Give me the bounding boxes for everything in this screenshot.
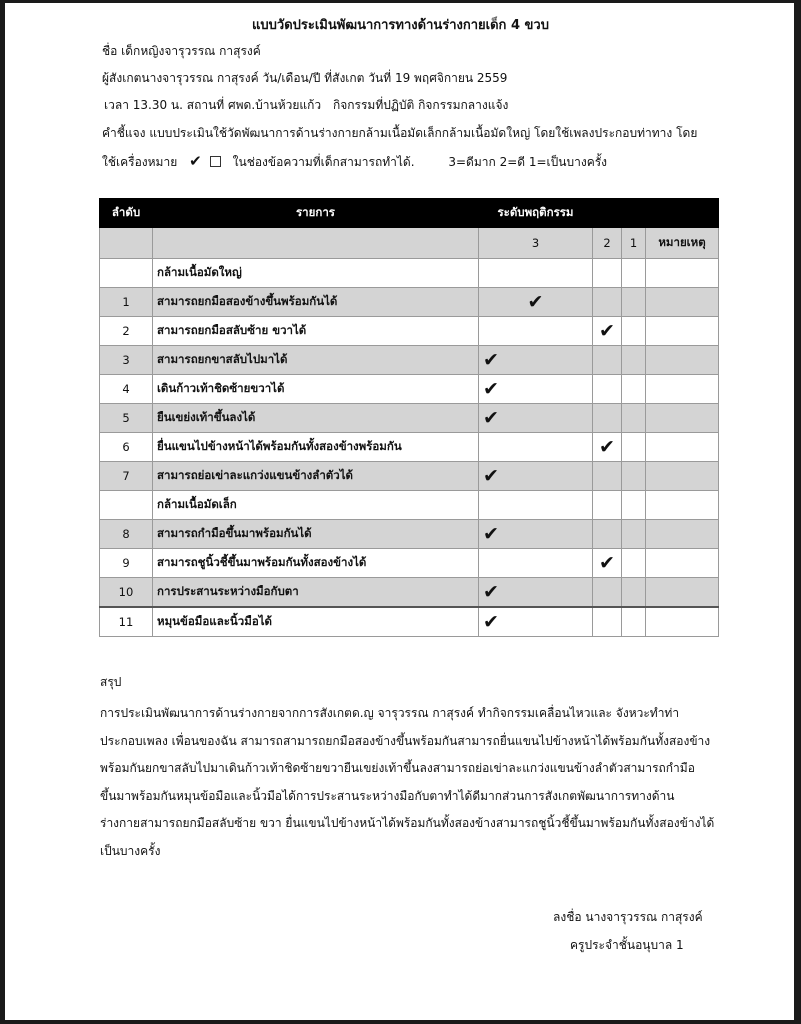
level-1-cell [622,375,646,404]
level-2-cell [593,549,622,578]
level-2-cell [593,462,622,491]
summary-line: พร้อมกันยกขาสลับไปมาเดินก้าวเท้าชิดซ้ายขวายืนเขย่งเท้าขึ้นลงสามารถย่อเข่าละแกว่งแขนข้างลำตัวสามารถกำมือ [100,761,695,775]
level-2-cell [593,346,622,375]
table-row [100,607,719,637]
level-1-cell [622,346,646,375]
check-mark-icon: ✔ [599,435,615,458]
signature-position: ครูประจำชั้นอนุบาล 1 [570,938,684,952]
summary-line: ร่างกายสามารถยกมือสลับซ้าย ขวา ยื่นแขนไปข้างหน้าได้พร้อมกันทั้งสองข้างสามารถชูนิ้วชี้ขึ้นมาพร้อมกันทั้งสองข้างได้ [100,816,715,830]
scan-border-bottom [0,1020,801,1024]
summary-heading: สรุป [100,675,122,689]
section-label: กล้ามเนื้อมัดเล็ก [153,491,479,520]
scan-border-top [0,0,801,3]
table-row [100,578,719,608]
check-mark-icon: ✔ [483,580,499,603]
remarks-cell [646,346,719,375]
check-mark-icon: ✔ [483,522,499,545]
level-2-cell [593,404,622,433]
row-item: การประสานระหว่างมือกับตา [153,578,479,608]
row-number: 2 [100,317,153,346]
summary-section [100,673,725,865]
remarks-cell [646,317,719,346]
instruction-line-1: คำชี้แจง แบบประเมินใช้วัดพัฒนาการด้านร่างกายกล้ามเนื้อมัดเล็กกล้ามเนื้อมัดใหญ่ โดยใช้เพลงประกอบท่าทาง โดย [102,126,698,140]
subheader-level-1: 1 [622,228,646,259]
level-1-cell [622,317,646,346]
level-3-cell [479,317,593,346]
instruction-prefix: ใช้เครื่องหมาย [102,155,178,169]
row-number: 7 [100,462,153,491]
header-behavior-level: ระดับพฤติกรรม [479,199,593,228]
row-item: ยื่นแขนไปข้างหน้าได้พร้อมกันทั้งสองข้างพร้อมกัน [153,433,479,462]
row-item: สามารถยกมือสองข้างขึ้นพร้อมกันได้ [153,288,479,317]
section-label: กล้ามเนื้อมัดใหญ่ [153,259,479,288]
remarks-cell [646,288,719,317]
row-item: สามารถชูนิ้วชี้ขึ้นมาพร้อมกันทั้งสองข้างได้ [153,549,479,578]
row-item: เดินก้าวเท้าชิดซ้ายขวาได้ [153,375,479,404]
document-title: แบบวัดประเมินพัฒนาการทางด้านร่างกายเด็ก 4 ขวบ [252,18,549,33]
summary-line: เป็นบางครั้ง [100,843,161,858]
subheader-remarks: หมายเหตุ [646,228,719,259]
level-3-cell [479,607,593,637]
row-number: 10 [100,578,153,608]
level-3-cell [479,549,593,578]
row-number: 4 [100,375,153,404]
observer-date: ผู้สังเกตนางจารุวรรณ กาสุรงค์ วัน/เดือน/ปี ที่สังเกต วันที่ 19 พฤศจิกายน 2559 [102,71,508,85]
row-item: ยืนเขย่งเท้าขึ้นลงได้ [153,404,479,433]
activity: กิจกรรมที่ปฏิบัติ กิจกรรมกลางแจ้ง [332,98,509,112]
check-mark-icon: ✔ [483,610,499,633]
remarks-cell [646,607,719,637]
header-items: รายการ [153,199,479,228]
row-number: 8 [100,520,153,549]
table-row [100,404,719,433]
subheader-level-3: 3 [479,228,593,259]
level-2-cell [593,578,622,608]
remarks-cell [646,433,719,462]
level-1-cell [622,404,646,433]
row-number: 1 [100,288,153,317]
level-3-cell [479,462,593,491]
scan-border-right [794,0,801,1024]
table-row [100,462,719,491]
table-row [100,520,719,549]
table-row [100,549,719,578]
level-2-cell [593,375,622,404]
signature-name: ลงชื่อ นางจารุวรรณ กาสุรงค์ [553,910,703,924]
summary-line: การประเมินพัฒนาการด้านร่างกายจากการสังเกตด.ญ จารุวรรณ กาสุรงค์ ทำกิจกรรมเคลื่อนไหวและ จังหวะทำท่า [100,706,680,720]
level-1-cell [622,549,646,578]
level-2-cell [593,317,622,346]
table-row [100,375,719,404]
row-number: 3 [100,346,153,375]
remarks-cell [646,578,719,608]
row-item: สามารถยกขาสลับไปมาได้ [153,346,479,375]
table-row [100,433,719,462]
level-2-cell [593,520,622,549]
time-place: เวลา 13.30 น. สถานที่ ศพด.บ้านห้วยแก้ว [104,98,322,112]
checkbox-icon [210,156,221,167]
check-mark-icon: ✔ [599,319,615,342]
remarks-cell [646,375,719,404]
level-3-cell [479,288,593,317]
summary-line: ขึ้นมาพร้อมกันหมุนข้อมือและนิ้วมือได้การประสานระหว่างมือกับตาทำได้ดีมากส่วนการสังเกตพัฒนาการทางด้าน [100,788,675,803]
child-name: ชื่อ เด็กหญิงจารุวรรณ กาสุรงค์ [102,44,261,58]
level-1-cell [622,433,646,462]
table-row [100,346,719,375]
row-item: สามารถยกมือสลับซ้าย ขวาได้ [153,317,479,346]
check-mark-icon: ✔ [483,377,499,400]
row-item: สามารถย่อเข่าละแกว่งแขนข้างลำตัวได้ [153,462,479,491]
section-row-gross-motor [100,259,719,288]
table-header-row [100,199,719,228]
assessment-table [99,198,719,637]
row-number: 5 [100,404,153,433]
check-mark-icon: ✔ [189,152,202,170]
check-mark-icon: ✔ [527,290,544,313]
instruction-line-2 [102,152,607,172]
level-1-cell [622,288,646,317]
time-place-activity [104,96,508,115]
level-1-cell [622,578,646,608]
check-mark-icon: ✔ [483,406,499,429]
remarks-cell [646,404,719,433]
header-order: ลำดับ [100,199,153,228]
level-2-cell [593,607,622,637]
check-mark-icon: ✔ [483,348,499,371]
remarks-cell [646,520,719,549]
level-1-cell [622,462,646,491]
level-2-cell [593,288,622,317]
section-row-fine-motor [100,491,719,520]
level-2-cell [593,433,622,462]
level-3-cell [479,404,593,433]
remarks-cell [646,549,719,578]
remarks-cell [646,462,719,491]
scale-legend: 3=ดีมาก 2=ดี 1=เป็นบางครั้ง [448,155,608,169]
level-3-cell [479,346,593,375]
level-3-cell [479,375,593,404]
level-3-cell [479,433,593,462]
level-1-cell [622,520,646,549]
level-3-cell [479,578,593,608]
row-item: หมุนข้อมือและนิ้วมือได้ [153,607,479,637]
summary-line: ประกอบเพลง เพื่อนของฉัน สามารถสามารถยกมือสองข้างขึ้นพร้อมกันสามารถยื่นแขนไปข้างหน้าได้พร้อมกันทั้งสองข้าง [100,733,711,748]
check-mark-icon: ✔ [483,464,499,487]
level-3-cell [479,520,593,549]
table-row [100,288,719,317]
row-number: 9 [100,549,153,578]
check-mark-icon: ✔ [599,551,615,574]
row-number: 6 [100,433,153,462]
row-number: 11 [100,607,153,637]
level-1-cell [622,607,646,637]
scan-border-left [0,0,5,1024]
table-subheader-row [100,228,719,259]
row-item: สามารถกำมือขึ้นมาพร้อมกันได้ [153,520,479,549]
instruction-suffix: ในช่องข้อความที่เด็กสามารถทำได้. [232,155,415,169]
table-row [100,317,719,346]
subheader-level-2: 2 [593,228,622,259]
